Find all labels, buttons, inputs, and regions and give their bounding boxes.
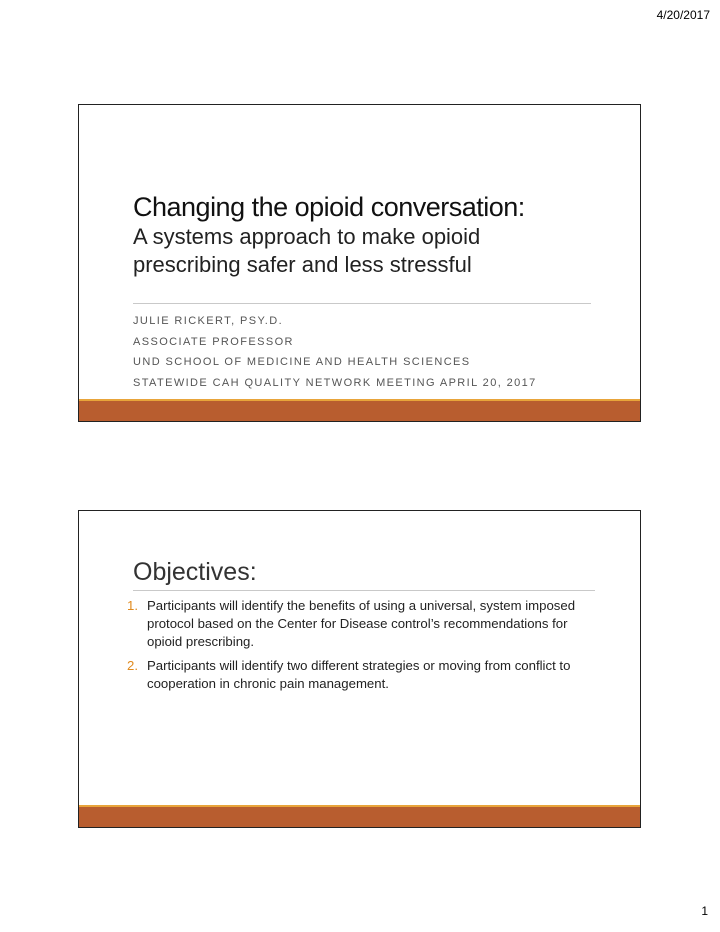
- meeting-info: STATEWIDE CAH QUALITY NETWORK MEETING APRIL 20, 2017: [133, 376, 537, 389]
- slide-1-title-main: Changing the opioid conversation:: [133, 192, 525, 222]
- slide-1: [78, 104, 641, 422]
- title-divider: [133, 303, 591, 304]
- slide-footer-bar: [79, 805, 640, 827]
- slide-1-title: [133, 191, 613, 279]
- objectives-list: [127, 597, 597, 699]
- page-number: 1: [701, 904, 708, 918]
- author-affiliation: UND SCHOOL OF MEDICINE AND HEALTH SCIENCES: [133, 356, 471, 368]
- slide-1-title-line3: prescribing safer and less stressful: [133, 252, 472, 277]
- list-text: Participants will identify the benefits of using a universal, system imposed protocol based on the Center for Disease control’s recommendations for opioid prescribing.: [147, 598, 576, 649]
- slide-2-title: Objectives:: [133, 558, 257, 586]
- list-text: Participants will identify two different strategies or moving from conflict to cooperation in chronic pain management.: [147, 658, 571, 691]
- list-item: [127, 657, 597, 693]
- author-name: JULIE RICKERT, PSY.D.: [133, 315, 284, 327]
- list-item: [127, 597, 597, 651]
- slide-1-title-line2: A systems approach to make opioid: [133, 224, 481, 249]
- list-number: 1.: [127, 598, 138, 613]
- list-number: 2.: [127, 658, 138, 673]
- slide-footer-bar: [79, 399, 640, 421]
- slide-2: [78, 510, 641, 828]
- author-title: ASSOCIATE PROFESSOR: [133, 335, 294, 348]
- title-divider: [133, 590, 595, 591]
- print-date: 4/20/2017: [656, 8, 710, 22]
- slide-1-subtitle: [133, 311, 613, 393]
